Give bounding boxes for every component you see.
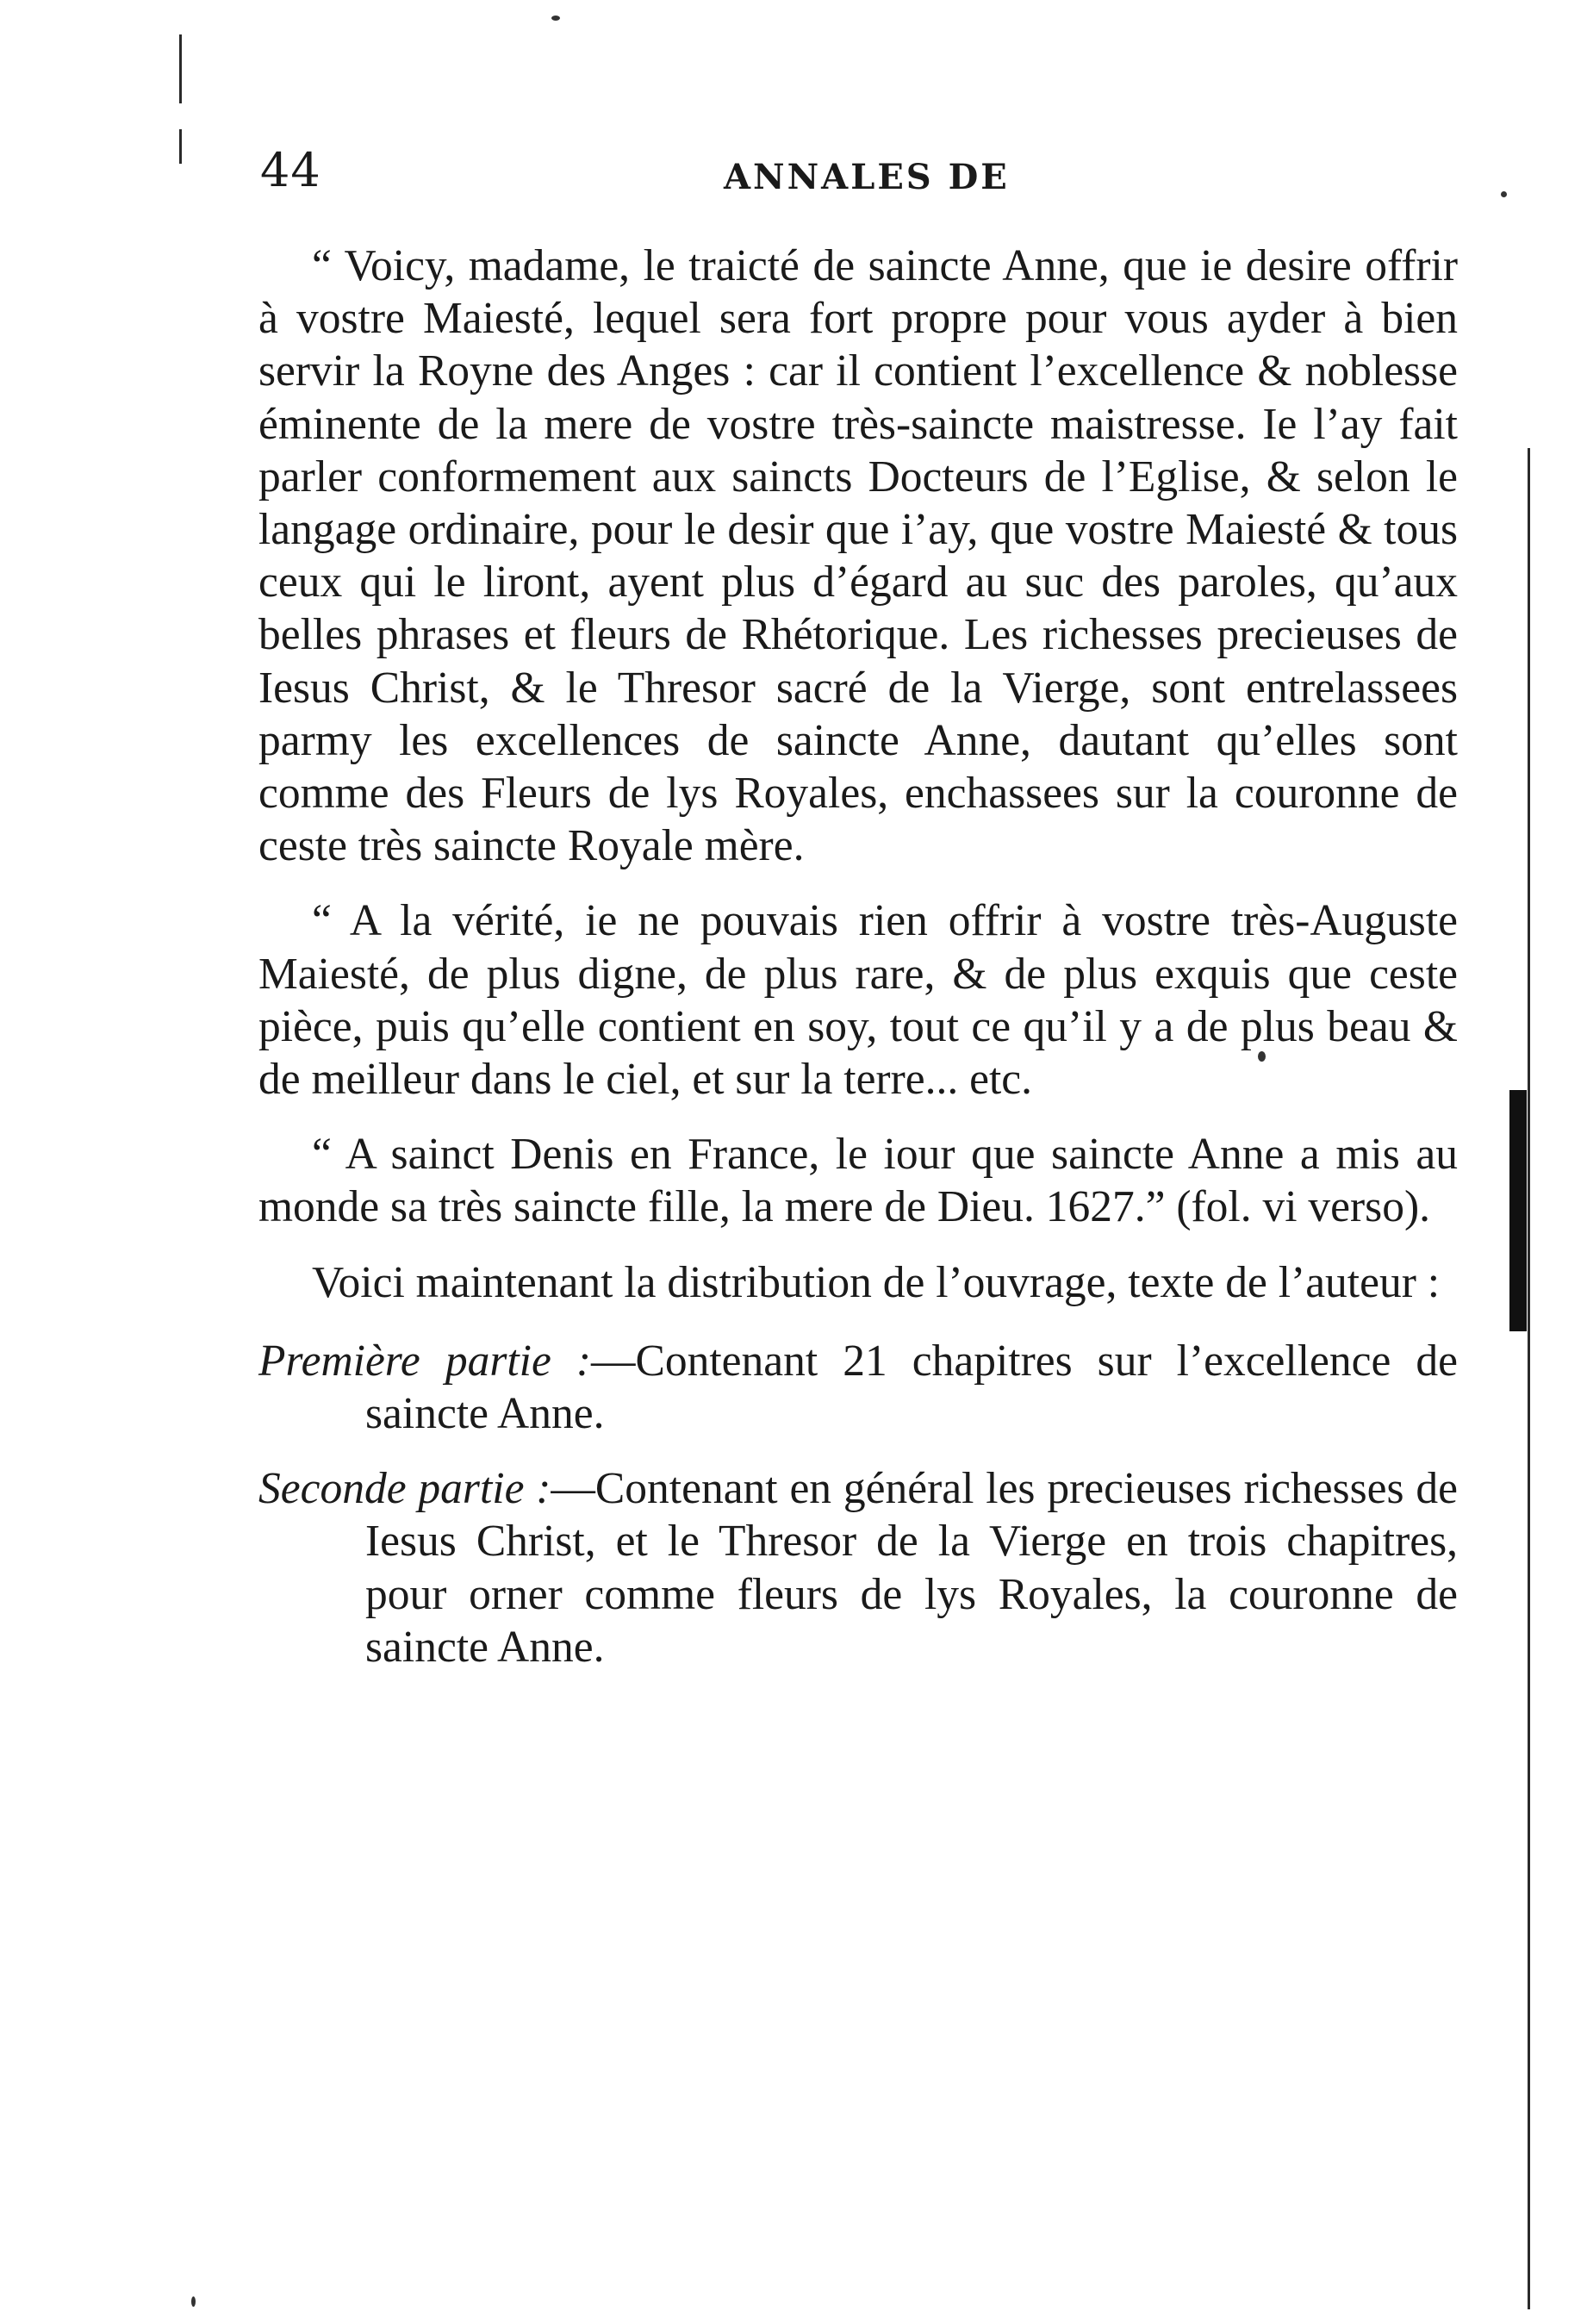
- entry-text: —Contenant 21 chapitres sur l’excellence de saincte Anne.: [365, 1336, 1458, 1439]
- scan-speck: [1501, 191, 1507, 197]
- paragraph-dateline: “ A sainct Denis en France, le iour que saincte Anne a mis au monde sa très saincte fille, la mere de Dieu. 1627.” (fol. vi verso).: [258, 1130, 1458, 1232]
- binding-shadow: [1509, 1090, 1527, 1331]
- entry-text: —Contenant en général les precieuses richesses de Iesus Christ, et le Thresor de la Vierge en trois chapitres, pour orner comme fleurs de lys Royales, la couronne de saincte Anne.: [365, 1464, 1458, 1672]
- right-margin-rule: [1528, 448, 1530, 2309]
- scan-speck: [1258, 1051, 1266, 1062]
- scan-speck: [551, 16, 560, 21]
- left-margin-rule-lower: [179, 129, 182, 164]
- entry-label: Première partie :: [258, 1336, 592, 1386]
- paragraph-verite: “ A la vérité, ie ne pouvais rien offrir à vostre très-Auguste Maiesté, de plus digne, de plus rare, & de plus exquis que ceste pièce, puis qu’elle contient en soy, tout ce qu’il y a de plus beau & de meilleur dans le ciel, et sur la terre... etc.: [258, 896, 1458, 1105]
- entry-seconde-partie: [258, 1462, 1458, 1673]
- left-margin-rule: [179, 34, 182, 103]
- entry-premiere-partie: [258, 1335, 1458, 1440]
- paragraph-dedication: “ Voicy, madame, le traicté de saincte Anne, que ie desire offrir à vostre Maiesté, lequel sera fort propre pour vous ayder à bien servir la Royne des Anges : car il contient l’excellence & noblesse éminente de la mere de vostre très-saincte maistresse. Ie l’ay fait parler conformement aux saincts Docteurs de l’Eglise, & selon le langage ordinaire, pour le desir que i’ay, que vostre Maiesté & tous ceux qui le liront, ayent plus d’égard au suc des paroles, qu’aux belles phrases et fleurs de Rhétorique. Les richesses precieuses de Iesus Christ, & le Thresor sacré de la Vierge, sont entrelassees parmy les excellences de saincte Anne, dautant qu’elles sont comme des Fleurs de lys Royales, enchassees sur la couronne de ceste très saincte Royale mère.: [258, 241, 1458, 871]
- running-head: ANNALES DE: [724, 157, 1010, 197]
- page-number: 44: [260, 143, 321, 197]
- body-text: [258, 240, 1458, 1673]
- scan-speck: [191, 2296, 196, 2307]
- entry-label: Seconde partie :: [258, 1464, 551, 1514]
- paragraph-distribution: Voici maintenant la distribution de l’ouvrage, texte de l’auteur :: [312, 1257, 1441, 1307]
